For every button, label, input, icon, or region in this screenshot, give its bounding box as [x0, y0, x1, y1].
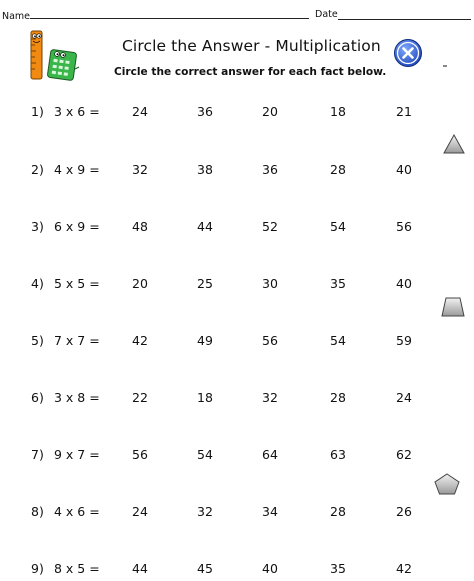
answer-choice[interactable]: 35: [330, 561, 346, 576]
answer-choice[interactable]: 44: [132, 561, 148, 576]
problem-fact: 7 x 7 =: [54, 333, 100, 348]
problem-number: 9): [31, 561, 44, 576]
problem-fact: 5 x 5 =: [54, 276, 100, 291]
answer-choice[interactable]: 28: [330, 162, 346, 177]
answer-choice[interactable]: 18: [197, 390, 213, 405]
page-instructions: Circle the correct answer for each fact below.: [114, 66, 387, 78]
answer-choice[interactable]: 36: [262, 162, 278, 177]
problem-row-3: [0, 219, 430, 239]
problem-number: 1): [31, 104, 44, 119]
date-blank[interactable]: [338, 19, 471, 20]
answer-choice[interactable]: 52: [262, 219, 278, 234]
answer-choice[interactable]: 59: [396, 333, 412, 348]
problem-number: 8): [31, 504, 44, 519]
problem-number: 5): [31, 333, 44, 348]
small-dash-mark: [443, 65, 447, 67]
problem-row-5: [0, 333, 430, 353]
answer-choice[interactable]: 32: [262, 390, 278, 405]
answer-choice[interactable]: 18: [330, 104, 346, 119]
answer-choice[interactable]: 28: [330, 390, 346, 405]
problem-row-6: [0, 390, 430, 410]
answer-choice[interactable]: 36: [197, 104, 213, 119]
problem-row-7: [0, 447, 430, 467]
answer-choice[interactable]: 40: [262, 561, 278, 576]
pentagon-icon: [434, 473, 460, 495]
problem-row-9: [0, 561, 430, 581]
problem-row-2: [0, 162, 430, 182]
answer-choice[interactable]: 24: [396, 390, 412, 405]
answer-choice[interactable]: 30: [262, 276, 278, 291]
answer-choice[interactable]: 42: [396, 561, 412, 576]
answer-choice[interactable]: 64: [262, 447, 278, 462]
close-icon[interactable]: [393, 38, 423, 68]
answer-choice[interactable]: 21: [396, 104, 412, 119]
answer-choice[interactable]: 20: [132, 276, 148, 291]
answer-choice[interactable]: 32: [197, 504, 213, 519]
answer-choice[interactable]: 40: [396, 162, 412, 177]
answer-choice[interactable]: 35: [330, 276, 346, 291]
problem-row-4: [0, 276, 430, 296]
problem-number: 2): [31, 162, 44, 177]
answer-choice[interactable]: 32: [132, 162, 148, 177]
answer-choice[interactable]: 26: [396, 504, 412, 519]
answer-choice[interactable]: 40: [396, 276, 412, 291]
answer-choice[interactable]: 54: [197, 447, 213, 462]
problem-fact: 6 x 9 =: [54, 219, 100, 234]
answer-choice[interactable]: 42: [132, 333, 148, 348]
answer-choice[interactable]: 54: [330, 219, 346, 234]
answer-choice[interactable]: 22: [132, 390, 148, 405]
answer-choice[interactable]: 28: [330, 504, 346, 519]
answer-choice[interactable]: 44: [197, 219, 213, 234]
answer-choice[interactable]: 49: [197, 333, 213, 348]
page-title: Circle the Answer - Multiplication: [122, 37, 381, 55]
triangle-icon: [443, 134, 465, 154]
answer-choice[interactable]: 56: [396, 219, 412, 234]
answer-choice[interactable]: 62: [396, 447, 412, 462]
problem-row-1: [0, 104, 430, 124]
date-label: Date: [315, 9, 338, 20]
problem-number: 3): [31, 219, 44, 234]
problem-row-8: [0, 504, 430, 524]
problem-fact: 4 x 6 =: [54, 504, 100, 519]
problem-fact: 4 x 9 =: [54, 162, 100, 177]
name-blank[interactable]: [30, 9, 309, 19]
ruler-and-calculator-mascot-icon: [25, 27, 81, 83]
answer-choice[interactable]: 56: [262, 333, 278, 348]
answer-choice[interactable]: 48: [132, 219, 148, 234]
name-label: Name: [2, 11, 31, 22]
answer-choice[interactable]: 54: [330, 333, 346, 348]
answer-choice[interactable]: 25: [197, 276, 213, 291]
answer-choice[interactable]: 24: [132, 104, 148, 119]
answer-choice[interactable]: 34: [262, 504, 278, 519]
answer-choice[interactable]: 45: [197, 561, 213, 576]
problem-fact: 8 x 5 =: [54, 561, 100, 576]
problem-number: 7): [31, 447, 44, 462]
problem-fact: 3 x 6 =: [54, 104, 100, 119]
answer-choice[interactable]: 38: [197, 162, 213, 177]
problem-number: 6): [31, 390, 44, 405]
name-line[interactable]: [2, 9, 309, 22]
problem-fact: 9 x 7 =: [54, 447, 100, 462]
answer-choice[interactable]: 56: [132, 447, 148, 462]
trapezoid-icon: [441, 297, 465, 317]
answer-choice[interactable]: 24: [132, 504, 148, 519]
answer-choice[interactable]: 63: [330, 447, 346, 462]
answer-choice[interactable]: 20: [262, 104, 278, 119]
problem-number: 4): [31, 276, 44, 291]
problem-fact: 3 x 8 =: [54, 390, 100, 405]
